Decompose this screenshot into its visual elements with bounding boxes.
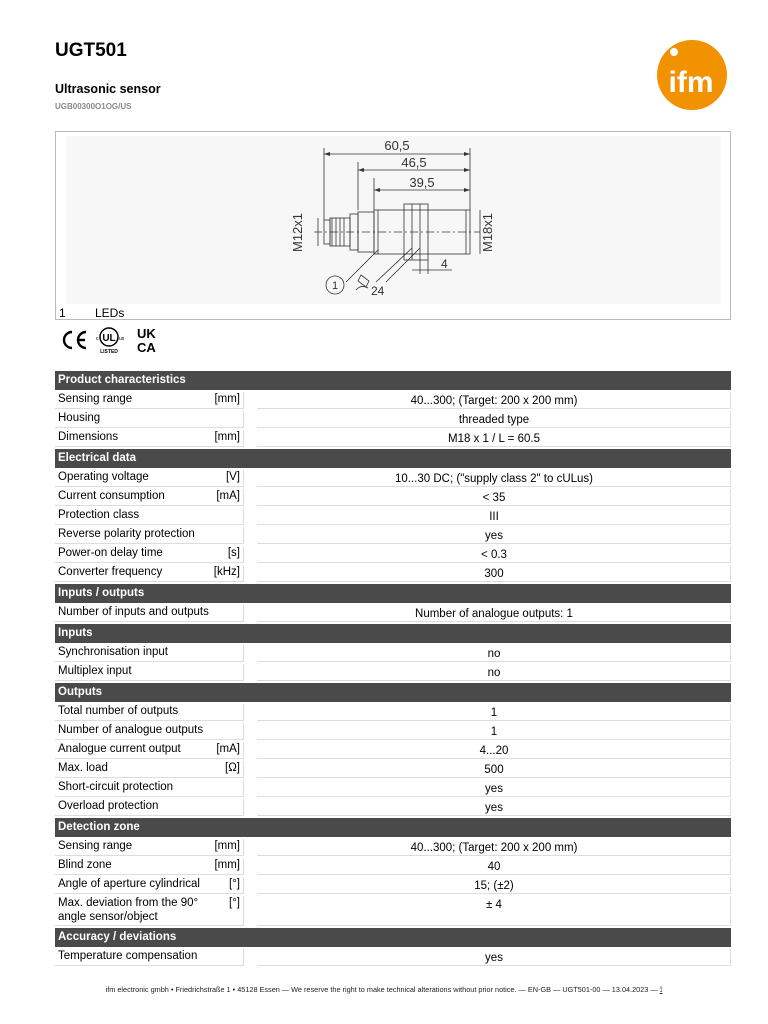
- cell-rule: [730, 742, 731, 759]
- table-row: [55, 947, 731, 966]
- row-label: Sensing range: [58, 393, 133, 405]
- row-unit: [210, 721, 243, 740]
- cell-rule: [257, 446, 731, 447]
- table-row: [55, 487, 731, 506]
- sensor-dimension-drawing: [56, 132, 730, 319]
- row-label: Max. load: [58, 762, 108, 774]
- dim-mid-label: 46,5: [401, 155, 427, 170]
- dim-short-label: 39,5: [409, 175, 435, 190]
- spec-table: [55, 371, 731, 966]
- dim-total-label: 60,5: [384, 138, 410, 153]
- cell-rule: [730, 489, 731, 506]
- row-label: Number of inputs and outputs: [58, 606, 209, 618]
- cell-rule: [730, 527, 731, 544]
- cell-rule: [243, 565, 244, 582]
- row-unit: [210, 662, 243, 681]
- row-value: 500: [484, 764, 504, 776]
- cell-rule: [55, 965, 243, 966]
- cell-rule: [243, 411, 244, 428]
- callout-number: 1: [331, 280, 339, 292]
- product-subtitle: Ultrasonic sensor: [55, 82, 161, 96]
- ce-mark-icon: [64, 332, 86, 348]
- cell-rule: [730, 839, 731, 856]
- cell-rule: [730, 858, 731, 875]
- row-unit: [210, 603, 243, 622]
- section-header: Inputs: [55, 624, 731, 643]
- row-unit: [210, 506, 243, 525]
- cell-rule: [243, 489, 244, 506]
- row-label: Total number of outputs: [58, 705, 179, 717]
- cell-rule: [55, 925, 243, 926]
- row-label: Sensing range: [58, 840, 133, 852]
- svg-text:ifm: ifm: [668, 66, 714, 99]
- row-value: 15; (±2): [474, 880, 514, 892]
- row-value: yes: [485, 952, 503, 964]
- cell-rule: [243, 645, 244, 662]
- cell-rule: [730, 664, 731, 681]
- table-row: [55, 759, 731, 778]
- cell-rule: [730, 949, 731, 966]
- row-unit: [210, 797, 243, 816]
- row-value: yes: [485, 530, 503, 542]
- cell-rule: [55, 680, 243, 681]
- cell-rule: [243, 877, 244, 894]
- row-label: Synchronisation input: [58, 646, 168, 658]
- cell-rule: [243, 470, 244, 487]
- row-value: yes: [485, 802, 503, 814]
- cell-rule: [243, 799, 244, 816]
- nut-width-label: 4: [441, 257, 448, 271]
- svg-text:UL: UL: [102, 333, 116, 344]
- table-row: [55, 643, 731, 662]
- cell-rule: [243, 761, 244, 778]
- cell-rule: [257, 621, 731, 622]
- row-value: no: [487, 648, 501, 660]
- cell-rule: [730, 896, 731, 926]
- svg-text:us: us: [119, 336, 125, 342]
- section-header: Electrical data: [55, 449, 731, 468]
- cell-rule: [730, 392, 731, 409]
- cell-rule: [730, 565, 731, 582]
- row-unit: [210, 525, 243, 544]
- product-code: UGB00300O1OG/US: [55, 102, 132, 111]
- cell-rule: [55, 581, 243, 582]
- cell-rule: [243, 508, 244, 525]
- cell-rule: [257, 815, 731, 816]
- row-unit: [210, 409, 243, 428]
- wrench-size-label: 24: [371, 284, 385, 298]
- section-header: Accuracy / deviations: [55, 928, 731, 947]
- row-value: 4...20: [479, 745, 509, 757]
- table-row: [55, 740, 731, 759]
- row-unit: [210, 702, 243, 721]
- row-unit: [mm]: [214, 859, 240, 871]
- row-label: Overload protection: [58, 800, 159, 812]
- table-row: [55, 875, 731, 894]
- row-label: Converter frequency: [58, 566, 163, 578]
- cell-rule: [257, 680, 731, 681]
- table-row: [55, 702, 731, 721]
- row-value: 40: [487, 861, 501, 873]
- row-label: Operating voltage: [58, 471, 149, 483]
- footer: [0, 985, 768, 995]
- table-row: [55, 856, 731, 875]
- table-row: [55, 894, 731, 926]
- row-value: 40...300; (Target: 200 x 200 mm): [410, 395, 578, 407]
- table-row: [55, 662, 731, 681]
- cell-rule: [243, 742, 244, 759]
- row-label: Protection class: [58, 509, 140, 521]
- footer-text: ifm electronic gmbh • Friedrichstraße 1 • 45128 Essen — We reserve the right to make technical alterations without prior notice. — EN-GB — UGT501-00 — 13.04.2023 —: [105, 985, 658, 994]
- cell-rule: [55, 621, 243, 622]
- cell-rule: [243, 605, 244, 622]
- table-row: [55, 525, 731, 544]
- cell-rule: [243, 704, 244, 721]
- row-unit: [s]: [227, 547, 240, 559]
- row-value: Number of analogue outputs: 1: [415, 608, 573, 620]
- row-unit: [mm]: [214, 840, 240, 852]
- row-label: Analogue current output: [58, 743, 181, 755]
- cell-rule: [730, 780, 731, 797]
- svg-text:UK: UK: [137, 326, 156, 341]
- cell-rule: [257, 925, 731, 926]
- cell-rule: [243, 723, 244, 740]
- ifm-logo: [656, 40, 728, 110]
- table-row: [55, 409, 731, 428]
- cell-rule: [243, 858, 244, 875]
- row-value: < 35: [482, 492, 506, 504]
- row-value: 10...30 DC; ("supply class 2" to cULus): [395, 473, 593, 485]
- row-unit: [mm]: [214, 431, 240, 443]
- cell-rule: [243, 896, 244, 926]
- row-unit: [kHz]: [213, 566, 240, 578]
- row-label: Power-on delay time: [58, 547, 163, 559]
- cell-rule: [730, 704, 731, 721]
- ukca-mark-icon: [137, 326, 156, 355]
- row-value: M18 x 1 / L = 60.5: [448, 433, 540, 445]
- row-unit: [210, 947, 243, 966]
- row-value: no: [487, 667, 501, 679]
- cell-rule: [243, 949, 244, 966]
- cell-rule: [243, 527, 244, 544]
- cell-rule: [730, 546, 731, 563]
- svg-text:LISTED: LISTED: [100, 349, 118, 355]
- table-row: [55, 797, 731, 816]
- row-label: Number of analogue outputs: [58, 724, 204, 736]
- table-row: [55, 544, 731, 563]
- cell-rule: [55, 815, 243, 816]
- row-value: ± 4: [486, 899, 502, 911]
- cell-rule: [730, 877, 731, 894]
- row-label: Reverse polarity protection: [58, 528, 195, 540]
- row-label: Temperature compensation: [58, 950, 198, 962]
- table-row: [55, 428, 731, 447]
- cell-rule: [730, 411, 731, 428]
- cell-rule: [257, 581, 731, 582]
- row-value: III: [489, 511, 499, 523]
- row-value: 1: [490, 726, 498, 738]
- row-value: threaded type: [458, 414, 530, 426]
- table-row: [55, 390, 731, 409]
- row-value: yes: [485, 783, 503, 795]
- cell-rule: [243, 430, 244, 447]
- row-unit: [°]: [229, 897, 240, 909]
- cell-rule: [730, 761, 731, 778]
- cell-rule: [730, 470, 731, 487]
- product-title: UGT501: [55, 40, 127, 61]
- row-unit: [210, 643, 243, 662]
- cell-rule: [243, 546, 244, 563]
- row-unit: [mm]: [214, 393, 240, 405]
- row-value: 300: [484, 568, 504, 580]
- ul-listed-icon: [96, 328, 125, 355]
- cell-rule: [730, 799, 731, 816]
- table-row: [55, 468, 731, 487]
- table-row: [55, 778, 731, 797]
- row-unit: [Ω]: [225, 762, 240, 774]
- cell-rule: [730, 430, 731, 447]
- certification-marks: [59, 325, 169, 355]
- cell-rule: [730, 645, 731, 662]
- row-label: Blind zone: [58, 859, 112, 871]
- thread-left-label: M12x1: [290, 212, 305, 252]
- row-label: Angle of aperture cylindrical: [58, 878, 200, 890]
- cell-rule: [243, 664, 244, 681]
- row-label: Multiplex input: [58, 665, 132, 677]
- section-header: Product characteristics: [55, 371, 731, 390]
- cell-rule: [730, 723, 731, 740]
- svg-text:CA: CA: [137, 340, 156, 355]
- row-unit: [°]: [229, 878, 240, 890]
- thread-right-label: M18x1: [480, 212, 495, 252]
- row-unit: [mA]: [216, 743, 240, 755]
- cell-rule: [730, 508, 731, 525]
- table-row: [55, 837, 731, 856]
- row-label: Max. deviation from the 90° angle sensor/object: [58, 897, 199, 923]
- row-unit: [210, 778, 243, 797]
- row-label: Short-circuit protection: [58, 781, 174, 793]
- row-label: Housing: [58, 412, 101, 424]
- section-header: Inputs / outputs: [55, 584, 731, 603]
- section-header: Outputs: [55, 683, 731, 702]
- row-value: 1: [490, 707, 498, 719]
- cell-rule: [243, 780, 244, 797]
- cell-rule: [243, 839, 244, 856]
- reload-icon: ⟟: [659, 985, 663, 994]
- cell-rule: [730, 605, 731, 622]
- cell-rule: [55, 446, 243, 447]
- dimension-drawing: [55, 131, 731, 320]
- row-value: 40...300; (Target: 200 x 200 mm): [410, 842, 578, 854]
- table-row: [55, 603, 731, 622]
- row-unit: [V]: [225, 471, 240, 483]
- legend-number: 1: [59, 306, 66, 320]
- section-header: Detection zone: [55, 818, 731, 837]
- cell-rule: [243, 392, 244, 409]
- svg-text:c: c: [96, 336, 99, 342]
- table-row: [55, 506, 731, 525]
- table-row: [55, 721, 731, 740]
- table-row: [55, 563, 731, 582]
- legend-text: LEDs: [95, 306, 125, 320]
- row-label: Current consumption: [58, 490, 165, 502]
- row-value: < 0.3: [481, 549, 507, 561]
- cell-rule: [257, 965, 731, 966]
- row-unit: [mA]: [216, 490, 240, 502]
- row-label: Dimensions: [58, 431, 119, 443]
